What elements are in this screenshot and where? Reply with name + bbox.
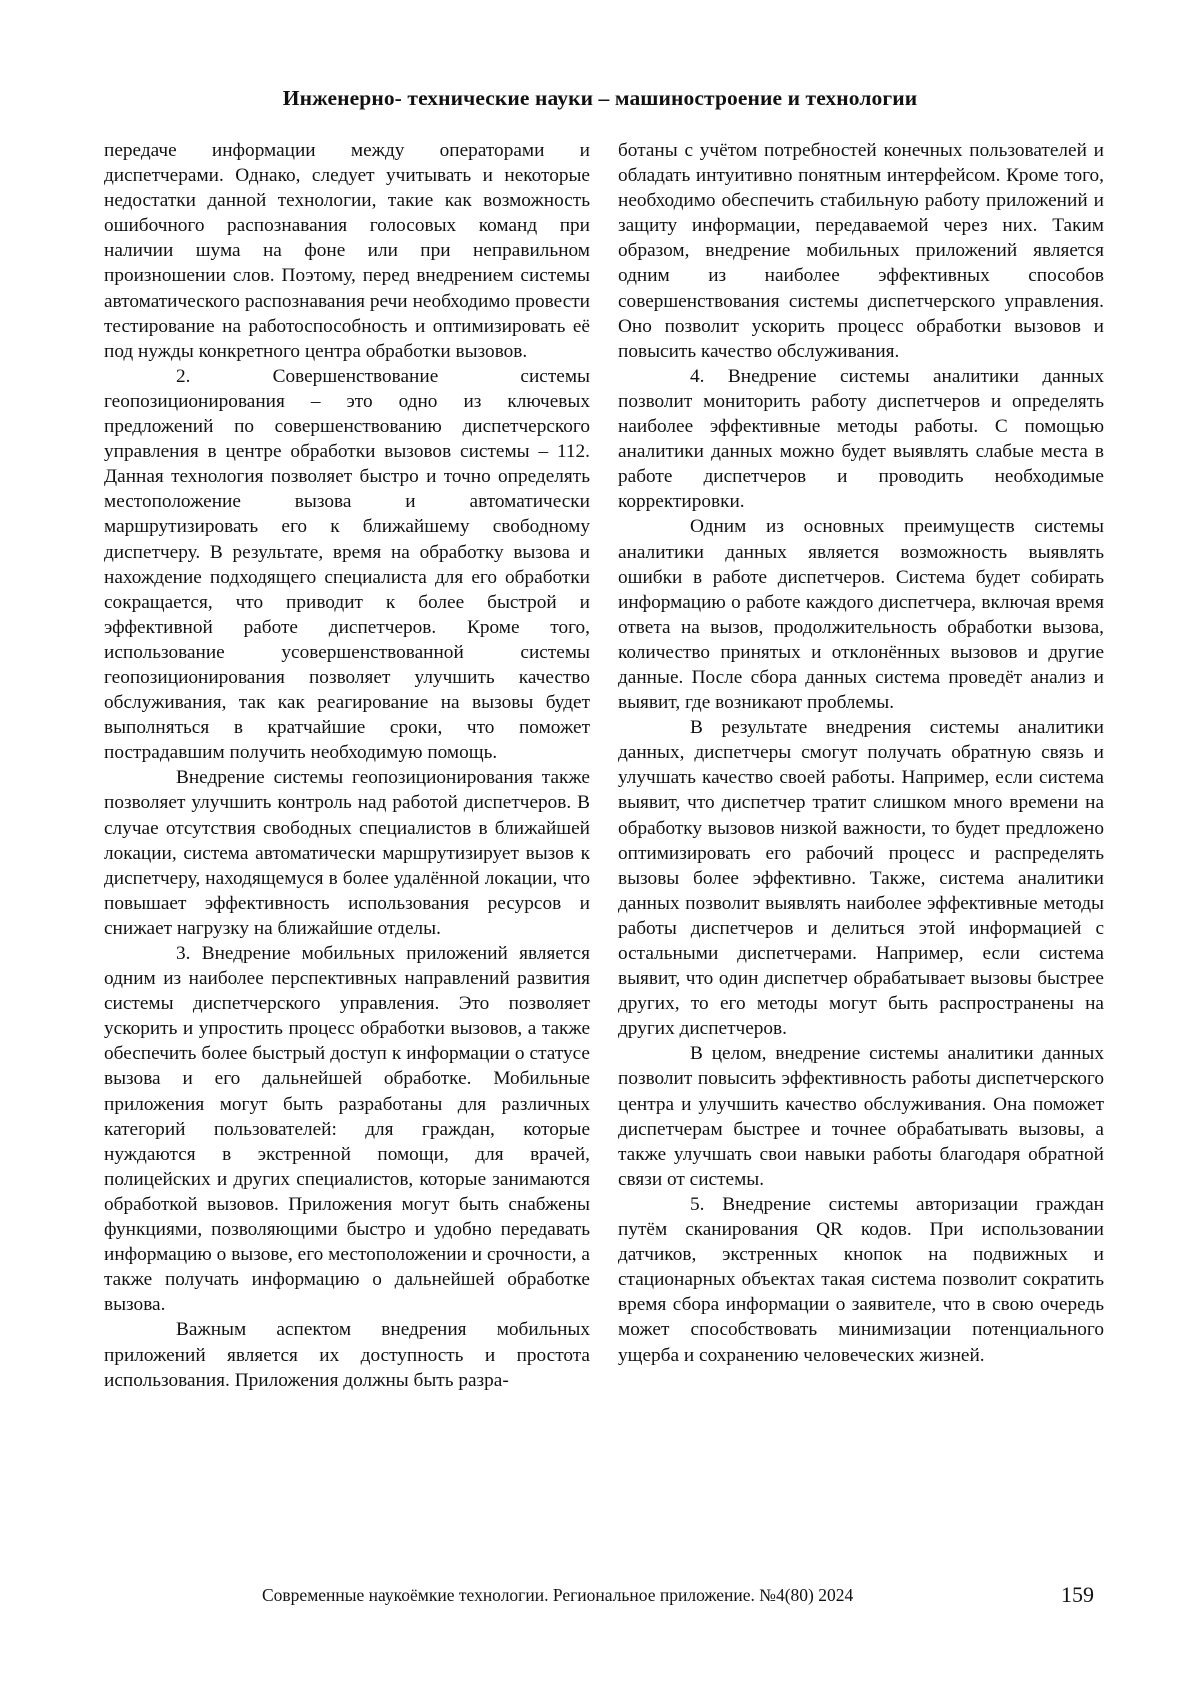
paragraph: Одним из основных преимуществ системы аналитики данных является возможность выявлять ошибки в работе диспетчеров. Система будет собирать информацию о работе каждого диспетчера, включая время ответа на вызов, продолжительность обработки вызова, количество принятых и отклонённых вызовов и другие данные. После сбора данных система проведёт анализ и выявит, где возникают проблемы. [618, 516, 1104, 714]
paragraph: В целом, внедрение системы аналитики данных позволит повысить эффективность работы диспетчерского центра и улучшить качество обслуживания. Она поможет диспетчерам быстрее и точнее обрабатывать вызовы, а также улучшать свои навыки работы благодаря обратной связи от системы. [618, 1043, 1104, 1190]
page-number: 159 [1061, 1582, 1094, 1607]
paragraph: 3. Внедрение мобильных приложений является одним из наиболее перспективных направлений развития системы диспетчерского управления. Это позволяет ускорить и упростить процесс обработки вызовов, а также обеспечить более быстрый доступ к информации о статусе вызова и его дальнейшей обработке. Мобильные приложения могут быть разработаны для различных категорий пользователей: для граждан, которые нуждаются в экстренной помощи, для врачей, полицейских и других специалистов, которые занимаются обработкой вызовов. Приложения могут быть снабжены функциями, позволяющими быстро и удобно передавать информацию о вызове, его местоположении и срочности, а также получать информацию о дальнейшей обработке вызова. [104, 943, 590, 1316]
paragraph: Внедрение системы геопозиционирования также позволяет улучшить контроль над работой диспетчеров. В случае отсутствия свободных специалистов в ближайшей локации, система автоматически маршрутизирует вызов к диспетчеру, находящемуся в более удалённой локации, что повышает эффективность использования ресурсов и снижает нагрузку на ближайшие отделы. [104, 767, 590, 939]
paragraph: ботаны с учётом потребностей конечных пользователей и обладать интуитивно понятным интерфейсом. Кроме того, необходимо обеспечить стабильную работу приложений и защиту информации, передаваемой через них. Таким образом, внедрение мобильных приложений является одним из наиболее эффективных способов совершенствования системы диспетчерского управления. Оно позволит ускорить процесс обработки вызовов и повысить качество обслуживания. [618, 140, 1104, 362]
paragraph: 5. Внедрение системы авторизации граждан путём сканирования QR кодов. При использовании датчиков, экстренных кнопок на подвижных и стационарных объектах такая система позволит сократить время сбора информации о заявителе, что в свою очередь может способствовать минимизации потенциального ущерба и сохранению человеческих жизней. [618, 1193, 1104, 1366]
running-header: Инженерно- технические науки – машиностроение и технологии [282, 86, 918, 110]
paragraph: Важным аспектом внедрения мобильных приложений является их доступность и простота использования. Приложения должны быть разра- [104, 1319, 590, 1391]
paragraph: передаче информации между операторами и диспетчерами. Однако, следует учитывать и некоторые недостатки данной технологии, такие как возможность ошибочного распознавания голосовых команд при наличии шума на фоне или при неправильном произношении слов. Поэтому, перед внедрением системы автоматического распознавания речи необходимо провести тестирование на работоспособность и оптимизировать её под нужды конкретного центра обработки вызовов. [104, 140, 590, 362]
journal-title: Современные наукоёмкие технологии. Региональное приложение. №4(80) 2024 [262, 1585, 854, 1605]
left-column [104, 138, 590, 1393]
paragraph: В результате внедрения системы аналитики данных, диспетчеры смогут получать обратную связь и улучшать качество своей работы. Например, если система выявит, что диспетчер тратит слишком много времени на обработку вызовов низкой важности, то будет предложено оптимизировать его рабочий процесс и распределять вызовы более эффективно. Также, система аналитики данных позволит выявлять наиболее эффективные методы работы диспетчеров и делиться этой информацией с остальными диспетчерами. Например, если система выявит, что один диспетчер обрабатывает вызовы быстрее других, то его методы могут быть распространены на других диспетчеров. [618, 717, 1104, 1040]
paragraph: 4. Внедрение системы аналитики данных позволит мониторить работу диспетчеров и определять наиболее эффективные методы работы. С помощью аналитики данных можно будет выявлять слабые места в работе диспетчеров и проводить необходимые корректировки. [618, 365, 1104, 513]
paragraph: 2. Совершенствование системы геопозиционирования – это одно из ключевых предложений по совершенствованию диспетчерского управления в центре обработки вызовов системы – 112. Данная технология позволяет быстро и точно определять местоположение вызова и автоматически маршрутизировать его к ближайшему свободному диспетчеру. В результате, время на обработку вызова и нахождение подходящего специалиста для его обработки сокращается, что приводит к более быстрой и эффективной работе диспетчеров. Кроме того, использование усовершенствованной системы геопозиционирования позволяет улучшить качество обслуживания, так как реагирование на вызовы будет выполняться в кратчайшие сроки, что поможет пострадавшим получить необходимую помощь. [104, 365, 590, 764]
right-column [618, 138, 1104, 1368]
